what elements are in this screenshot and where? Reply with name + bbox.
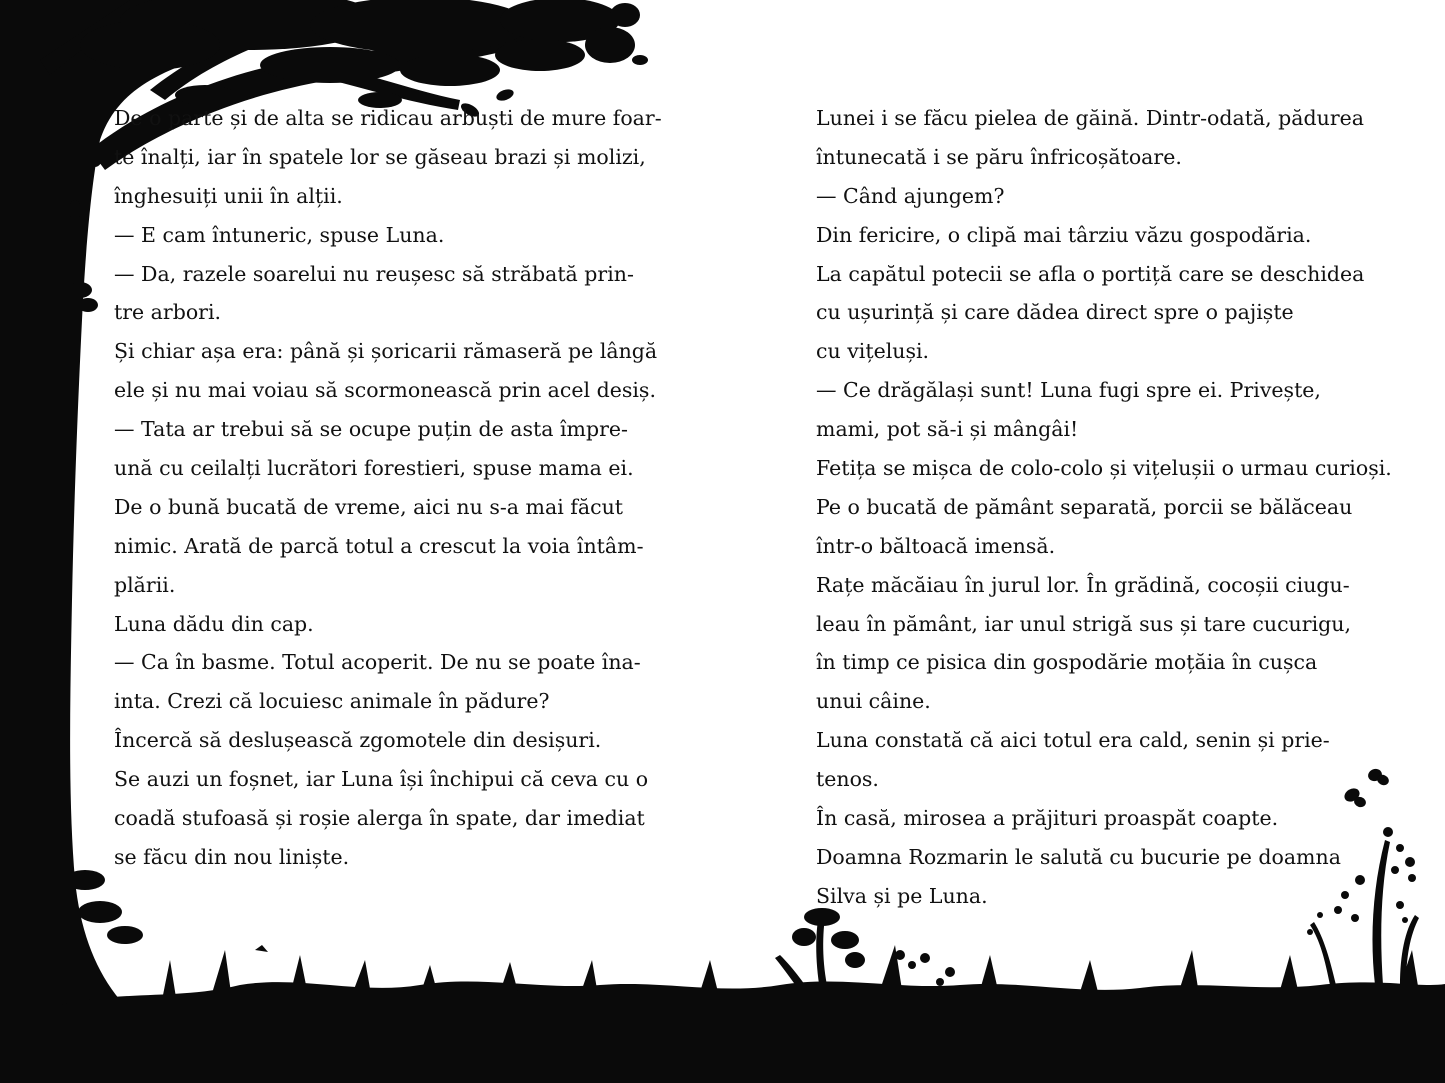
text-line: — Da, razele soarelui nu reușesc să străbată prin-: [114, 261, 634, 286]
text-line: nimic. Arată de parcă totul a crescut la voia întâm-: [114, 533, 644, 558]
text-line: tre arbori.: [114, 300, 222, 325]
text-line: cu ușurință și care dădea direct spre o pajiște: [816, 300, 1294, 325]
text-line: De o parte și de alta se ridicau arbuști de mure foar-: [114, 106, 662, 130]
text-line: întunecată i se păru înfricoșătoare.: [816, 144, 1182, 169]
text-line: Lunei i se făcu pielea de găină. Dintr-odată, pădurea: [816, 106, 1365, 130]
text-line: Fetița se mișca de colo-colo și vițelușii o urmau curioși.: [816, 456, 1392, 481]
text-line: se făcu din nou liniște.: [114, 844, 350, 869]
text-line: — E cam întuneric, spuse Luna.: [114, 222, 445, 247]
text-line: De o bună bucată de vreme, aici nu s-a mai făcut: [114, 494, 624, 519]
text-line: Luna dădu din cap.: [114, 611, 314, 636]
text-line: leau în pământ, iar unul strigă sus și tare cucurigu,: [816, 611, 1351, 636]
left-page-text: [114, 99, 662, 877]
text-line: tenos.: [816, 767, 879, 792]
text-line: Încercă să deslușească zgomotele din desișuri.: [114, 728, 602, 753]
text-line: Se auzi un foșnet, iar Luna își închipui că ceva cu o: [114, 767, 649, 792]
text-line: ele și nu mai voiau să scormonească prin acel desiș.: [114, 378, 656, 403]
text-line: te înalți, iar în spatele lor se găseau brazi și molizi,: [114, 144, 646, 169]
text-line: înghesuiți unii în alții.: [114, 183, 343, 208]
text-line: Rațe măcăiau în jurul lor. În grădină, cocoșii ciugu-: [816, 572, 1350, 597]
text-line: La capătul potecii se afla o portiță care se deschidea: [816, 261, 1365, 286]
text-line: În casă, mirosea a prăjituri proaspăt coapte.: [816, 806, 1279, 831]
text-line: — Ca în basme. Totul acoperit. De nu se poate îna-: [114, 650, 641, 675]
text-line: Luna constată că aici totul era cald, senin și prie-: [816, 728, 1330, 753]
text-line: — Ce drăgălași sunt! Luna fugi spre ei. Privește,: [816, 378, 1321, 403]
text-line: Din fericire, o clipă mai târziu văzu gospodăria.: [816, 222, 1312, 247]
text-line: Și chiar așa era: până și șoricarii rămaseră pe lângă: [114, 339, 658, 364]
text-line: Pe o bucată de pământ separată, porcii se bălăceau: [816, 494, 1353, 519]
text-line: în timp ce pisica din gospodărie moțăia în cușca: [816, 650, 1318, 675]
right-page-text: [816, 99, 1392, 916]
text-line: — Când ajungem?: [816, 183, 1005, 208]
text-line: coadă stufoasă și roșie alerga în spate, dar imediat: [114, 806, 645, 831]
text-line: — Tata ar trebui să se ocupe puțin de asta împre-: [114, 417, 628, 442]
text-line: plării.: [114, 572, 176, 597]
text-line: Doamna Rozmarin le salută cu bucurie pe doamna: [816, 844, 1341, 869]
text-line: ună cu ceilalți lucrători forestieri, spuse mama ei.: [114, 456, 634, 481]
text-line: unui câine.: [816, 689, 931, 714]
text-line: într-o băltoacă imensă.: [816, 533, 1056, 558]
text-line: mami, pot să-i și mângâi!: [816, 417, 1079, 442]
text-line: Silva și pe Luna.: [816, 883, 988, 908]
text-line: inta. Crezi că locuiesc animale în pădure?: [114, 689, 550, 714]
text-line: cu vițeluși.: [816, 339, 930, 364]
butterfly-icon: [1366, 767, 1390, 787]
